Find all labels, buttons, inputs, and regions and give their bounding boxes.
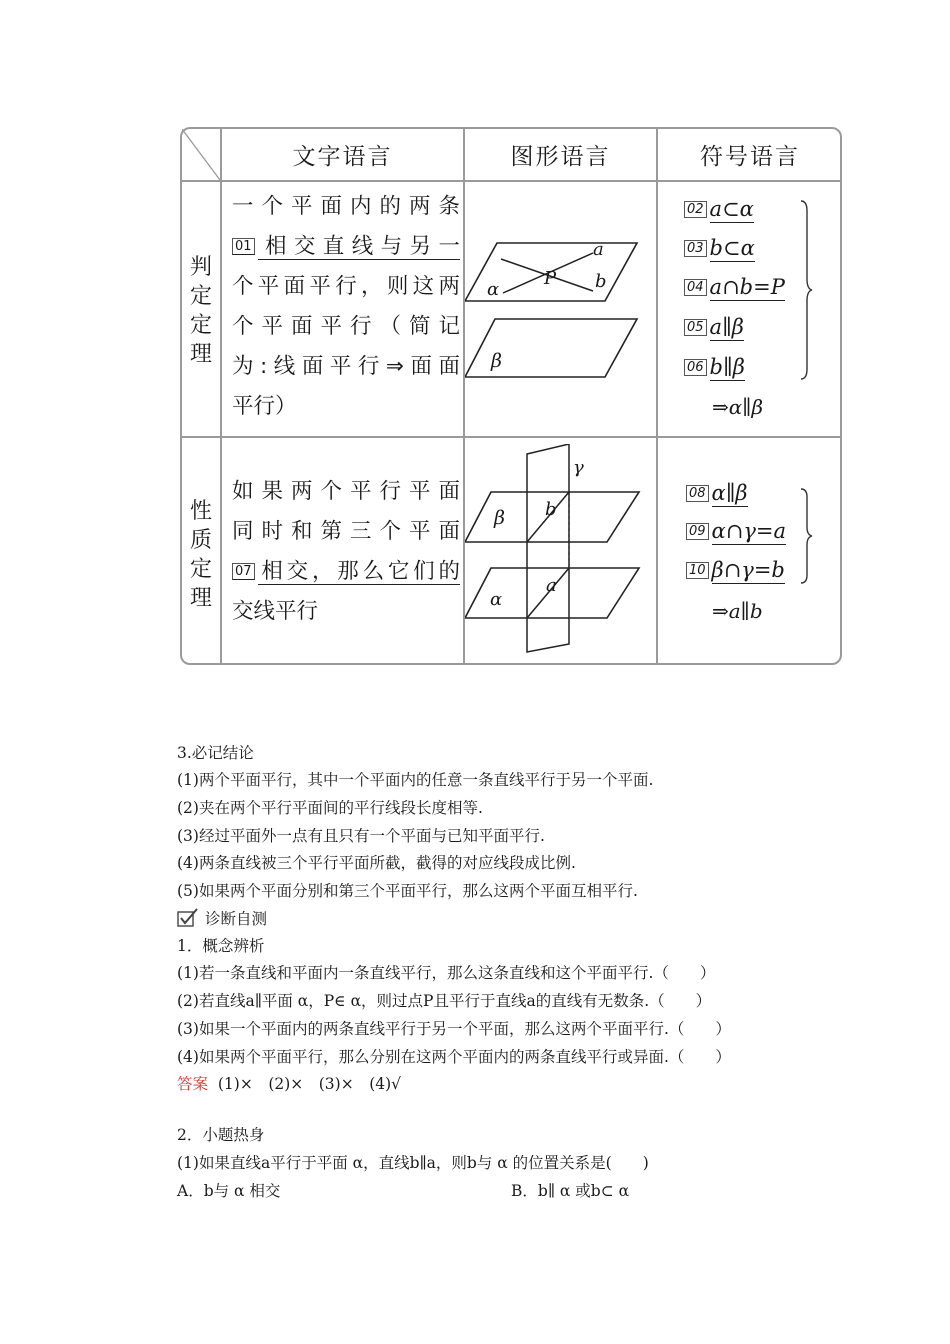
fig-label-beta: β [494,507,505,529]
symbol-06: 06 b∥β [684,355,745,381]
row-label-determination: 判 定 定 理 [189,255,212,367]
fig-label-alpha: α [490,589,503,610]
symbol-02: 02 a⊂α [684,197,754,223]
blank-number: 01 [232,238,255,255]
conclusion-item: (4)两条直线被三个平行平面所截，截得的对应线段成比例. [177,854,576,872]
conclusion-item: (3)经过平面外一点有且只有一个平面与已知平面平行. [177,827,545,845]
header-text-language: 文字语言 [292,144,393,170]
fig-label-beta: β [491,350,502,372]
theorem-table [180,127,842,665]
table-divider [656,129,658,663]
fig-label-P: P [544,268,557,289]
table-divider [220,129,222,663]
symbol-09: 09 α∩γ=a [686,519,786,545]
question-item: (4)如果两个平面平行，那么分别在这两个平面内的两条直线平行或异面.（ ） [177,1048,731,1066]
fig-label-a: a [546,575,557,596]
check-icon [177,908,201,928]
symbol-05: 05 a∥β [684,315,744,341]
fig-label-b: b [545,499,557,520]
fig-label-a: a [593,239,604,260]
symbol-04: 04 a∩b=P [684,275,785,301]
symbol-08: 08 α∥β [686,481,748,507]
row-label-property: 性 质 定 理 [189,499,212,611]
right-brace [799,199,813,381]
right-brace [799,487,813,587]
header-figure-language: 图形语言 [510,144,611,170]
table-divider [182,180,840,182]
question-item: (1)如果直线a平行于平面 α，直线b∥a，则b与 α 的位置关系是( ) [177,1154,649,1172]
section2-title: 2．小题热身 [177,1126,265,1144]
fig-label-b: b [595,271,607,292]
fig-label-alpha: α [487,279,500,300]
table-divider [182,436,840,438]
header-symbol-language: 符号语言 [700,144,800,170]
blank-number: 07 [232,563,255,580]
conclusion-item: (2)夹在两个平行平面间的平行线段长度相等. [177,799,483,817]
determination-text: 一个平面内的两条 01 相交直线与另一 个平面平行，则这两 个平面平行（简记 为:线面平行⇒面面 平行） [232,194,460,419]
option-a: A．b与 α 相交 [177,1182,281,1200]
property-text: 如果两个平行平面 同时和第三个平面 07 相交，那么它们的 交线平行 [232,479,460,624]
property-conclusion: ⇒a∥b [712,599,763,623]
fig-label-gamma: γ [573,457,584,478]
conclusion-item: (5)如果两个平面分别和第三个平面平行，那么这两个平面互相平行. [177,882,638,900]
question-item: (1)若一条直线和平面内一条直线平行，那么这条直线和这个平面平行.（ ） [177,964,716,982]
corner-diagonal [182,129,222,181]
symbol-10: 10 β∩γ=b [686,558,785,584]
answer-text: (1)× (2)× (3)× (4)√ [217,1075,402,1093]
question-item: (2)若直线a∥平面 α，P∈ α，则过点P且平行于直线a的直线有无数条.（ ） [177,992,712,1010]
question-item: (3)如果一个平面内的两条直线平行于另一个平面，那么这两个平面平行.（ ） [177,1020,731,1038]
property-figure [465,444,655,659]
determination-conclusion: ⇒α∥β [712,395,764,419]
conclusion-item: (1)两个平面平行，其中一个平面内的任意一条直线平行于另一个平面. [177,771,654,789]
answer-line [177,1072,401,1094]
option-b: B．b∥ α 或b⊂ α [511,1182,630,1200]
section1-title: 1．概念辨析 [177,937,265,955]
answer-label: 答案 [177,1075,209,1093]
diagnosis-heading: 诊断自测 [177,907,267,929]
conclusions-title: 3.必记结论 [177,744,254,762]
symbol-03: 03 b⊂α [684,236,755,262]
